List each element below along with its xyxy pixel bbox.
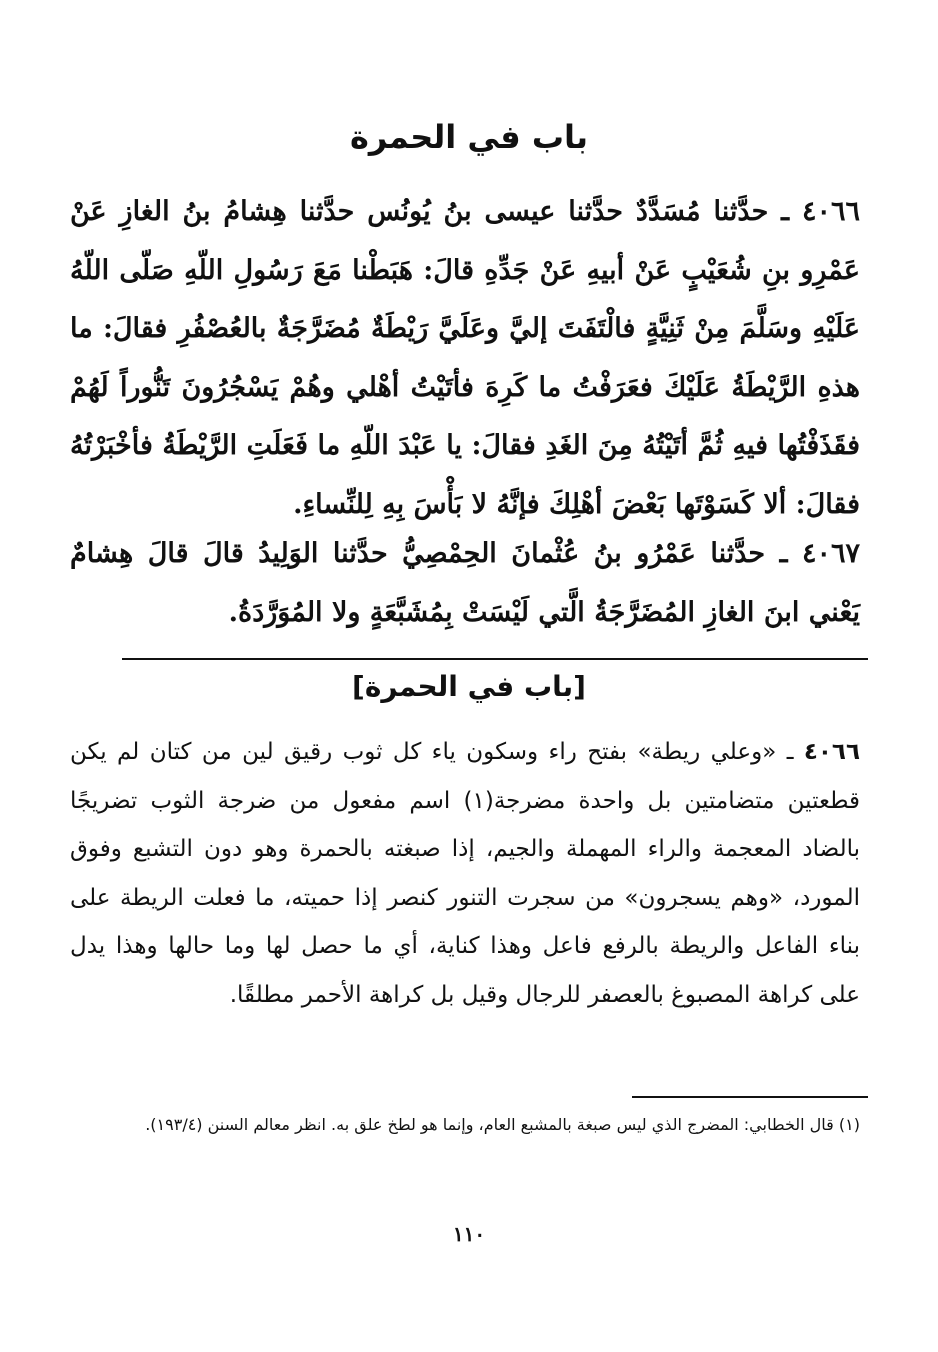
hadith-4066 [70,183,860,534]
chapter-title: باب في الحمرة [349,118,589,156]
commentary-text: ـ «وعلي ريطة» بفتح راء وسكون ياء كل ثوب رقيق لين من كتان لم يكن قطعتين متضامتين بل واحدة مضرجة(١) اسم مفعول من ضرجة الثوب تضريجًا بالضاد المعجمة والراء المهملة والجيم، إذا صبغته بالحمرة وهو دون التشبع وفوق المورد، «وهم يسجرون» من سجرت التنور كنصر إذا حميته، ما فعلت الريطة على بناء الفاعل والريطة بالرفع فاعل وهذا كناية، أي ما حصل لها وما حالها وهذا يدل على كراهة المصبوغ بالعصفر للرجال وقيل بل كراهة الأحمر مطلقًا. [70,739,860,1008]
commentary-number: ٤٠٦٦ [803,739,861,765]
section-divider [122,658,868,660]
page-number: ١١٠ [452,1222,486,1246]
commentary-title: [باب في الحمرة] [352,670,586,703]
commentary-paragraph [70,728,860,1020]
hadith-4067 [70,525,860,642]
hadith-number: ٤٠٦٧ [802,538,861,569]
hadith-text: ـ حدَّثنا عَمْرُو بنُ عُثْمانَ الحِمْصِيُّ حدَّثنا الوَلِيدُ قالَ قالَ هِشامٌ يَعْني ابنَ الغازِ المُضَرَّجَةُ الَّتي لَيْسَتْ بِمُشَبَّعَةٍ ولا المُوَرَّدَةُ. [70,538,860,628]
hadith-text: ـ حدَّثنا مُسَدَّدٌ حدَّثنا عيسى بنُ يُونُس حدَّثنا هِشامُ بنُ الغازِ عَنْ عَمْرِو بنِ شُعَيْبٍ عَنْ أبيهِ عَنْ جَدِّهِ قالَ: هَبَطْنا مَعَ رَسُولِ اللّهِ صَلّى اللّهُ عَلَيْهِ وسَلَّمَ مِنْ ثَنِيَّةٍ فالْتَفَتَ إليَّ وعَلَيَّ رَيْطَةٌ مُضَرَّجَةٌ بالعُصْفُرِ فقالَ: ما هذهِ الرَّيْطَةُ عَلَيْكَ فعَرَفْتُ ما كَرِهَ فأتَيْتُ أهْلي وهُمْ يَسْجُرُونَ تَنُّوراً لَهُمْ فقَذَفْتُها فيهِ ثُمَّ أتَيْتُهُ مِنَ الغَدِ فقالَ: يا عَبْدَ اللّهِ ما فَعَلَتِ الرَّيْطَةُ فأخْبَرْتُهُ فقالَ: ألا كَسَوْتَها بَعْضَ أهْلِكَ فإنَّهُ لا بَأْسَ بِهِ لِلنِّساءِ. [70,196,860,520]
footnote-divider [632,1096,868,1098]
footnote: (١) قال الخطابي: المضرج الذي ليس صبغة بالمشبع العام، وإنما هو لطخ علق به. انظر معالم السنن (١٩٣/٤). [145,1115,860,1134]
hadith-number: ٤٠٦٦ [801,196,860,227]
